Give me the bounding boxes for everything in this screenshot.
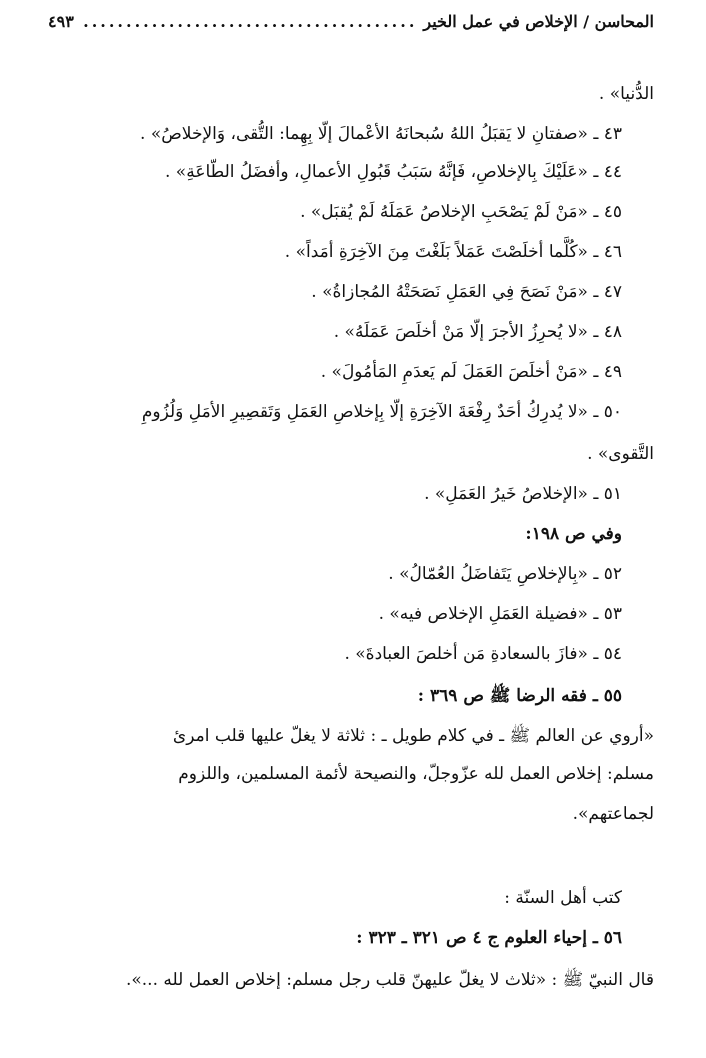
hadith-45: ٤٥ ـ «مَنْ لَمْ يَصْحَبِ الإخلاصُ عَمَلَهُ لَمْ يُقبَل» . (300, 202, 622, 222)
hadith-52: ٥٢ ـ «بِالإخلاصِ يَتَفاضَلُ العُمّالُ» . (388, 564, 622, 584)
hadith-53: ٥٣ ـ «فضيلة العَمَلِ الإخلاص فيه» . (378, 604, 622, 624)
hadith-47: ٤٧ ـ «مَنْ نَصَحَ فِي العَمَلِ نَصَحَتْهُ المُجازاةُ» . (311, 282, 622, 302)
hadith-46: ٤٦ ـ «كُلَّما أخلَصْتَ عَمَلاً بَلَغْتَ مِنَ الآخِرَةِ أمَداً» . (284, 242, 622, 262)
text-line: لجماعتهم». (572, 804, 654, 824)
hadith-48: ٤٨ ـ «لا يُحرِزُ الأجرَ إلّا مَنْ أخلَصَ عَمَلَهُ» . (333, 322, 622, 342)
text-line: قال النبيّ ﷺ : «ثلاث لا يغلّ عليهنّ قلب رجل مسلم: إخلاص العمل لله ...». (125, 970, 654, 990)
text-line: مسلم: إخلاص العمل لله عزّوجلّ، والنصيحة لأئمة المسلمين، واللزوم (178, 764, 654, 784)
text-line: «أروي عن العالم ﷺ ـ في كلام طويل ـ : ثلاثة لا يغلّ عليها قلب امرئ (172, 726, 654, 746)
hadith-49: ٤٩ ـ «مَنْ أخلَصَ العَمَلَ لَم يَعدَمِ المَأمُولَ» . (320, 362, 622, 382)
section-heading: كتب أهل السنّة : (504, 888, 622, 908)
text-line: الدُّنيا» . (598, 84, 654, 104)
hadith-43: ٤٣ ـ «صفتانِ لا يَقبَلُ اللهُ سُبحانَهُ الأعْمالَ إلّا بِهِما: التُّقى، وَالإخلاصُ» . (140, 124, 622, 144)
source-heading-55: ٥٥ ـ فقه الرضا ﷺ ص ٣٦٩ : (417, 686, 622, 706)
hadith-50: ٥٠ ـ «لا يُدرِكُ أحَدٌ رِفْعَةَ الآخِرَةِ إلّا بِإخلاصِ العَمَلِ وَتَقصِيرِ الأمَلِ وَلُزُومِ (141, 402, 622, 422)
page-number: ٤٩٣ (48, 12, 74, 31)
text-line: التَّقوى» . (587, 444, 654, 464)
page-header (48, 12, 654, 42)
source-heading-56: ٥٦ ـ إحياء العلوم ج ٤ ص ٣٢١ ـ ٣٢٣ : (356, 928, 622, 948)
header-dot-leader (80, 12, 418, 31)
hadith-44: ٤٤ ـ «عَلَيْكَ بِالإخلاصِ، فَإنَّهُ سَبَبُ قَبُولِ الأعمالِ، وأفضَلُ الطّاعَةِ» . (165, 162, 622, 182)
running-title: المحاسن / الإخلاص في عمل الخير (423, 12, 654, 31)
hadith-51: ٥١ ـ «الإخلاصُ خَيرُ العَمَلِ» . (424, 484, 622, 504)
source-reference: وفي ص ١٩٨: (525, 524, 622, 544)
hadith-54: ٥٤ ـ «فازَ بالسعادةِ مَن أخلصَ العبادةَ» . (344, 644, 622, 664)
